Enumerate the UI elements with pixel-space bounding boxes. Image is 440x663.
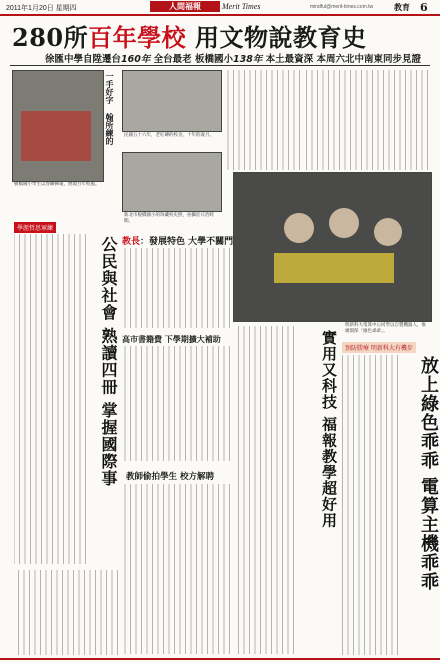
article-text-mid-3 (122, 484, 230, 654)
photo-old-school-2 (122, 152, 222, 212)
contact-url: mindful@merit-times.com.tw (310, 4, 374, 10)
headline-left-column: 公民與社會 熟讀四冊 掌握國際事 (99, 236, 118, 488)
section-name: 教育 (394, 2, 410, 12)
subheadline (45, 51, 421, 65)
headline-part3: 用文物說教育史 (186, 23, 367, 52)
page-number: 6 (420, 1, 428, 14)
mid-headline-1-lead: 教長 (122, 237, 141, 247)
article-text-left-bottom (14, 570, 118, 655)
article-text-left (14, 234, 86, 564)
newspaper-name-en: Merit Times (222, 2, 261, 11)
headline-right-column: 放上綠色乖乖 電算主機乖乖 (418, 356, 439, 592)
subhead-years1: 160年 (121, 54, 151, 65)
article-text-center (234, 326, 294, 654)
caption-students: 明新科大電算中心同學以自製機器人，推廣環保「綠色乖乖」。 (345, 323, 426, 334)
mid-headline-2: 高市書籍費 下學期擴大補助 (122, 335, 221, 344)
subhead-years2: 138年 (233, 54, 263, 65)
article-text-mid-1 (122, 248, 230, 328)
column-tag-left: 學涯哲思軍練 (14, 222, 56, 233)
footer-rule (0, 658, 440, 660)
mid-headline-1-rest: ：發展特色 大學不關門 (140, 237, 234, 247)
headline-part1: 280所 (12, 23, 89, 52)
mid-headline-1 (122, 234, 233, 247)
subhead-tail2: 本土最資深 本周六北中南東同步見證 (262, 54, 421, 65)
article-text-upper-right (303, 70, 428, 170)
mid-headline-3: 教師偷拍學生 校方解聘 (126, 472, 214, 482)
article-text-upper-middle (224, 70, 300, 170)
caption-title-calligraphy: 一手好字 翰所練的 (105, 72, 114, 145)
subhead-school1: 徐匯中學 (45, 54, 84, 65)
photo-students-robot (233, 172, 432, 322)
column-tag-right: 預防勝療 明新科大有機步 (342, 342, 416, 353)
main-headline (12, 18, 432, 53)
caption-calligraphy: 板橋國小學生以春聯揮毫，展現百年校風。 (14, 182, 100, 187)
headline-center-column: 實用又科技 福報教學超好用 (320, 330, 338, 529)
photo-calligraphy (12, 70, 104, 182)
subhead-school2: 板橋國小 (195, 54, 234, 65)
subhead-text1: 自陞遷台 (83, 54, 122, 65)
issue-date: 2011年1月20日 星期四 (6, 5, 77, 12)
caption-old-school: 民國五十六年，老紅磚的校舍，十年的歲月。 (124, 133, 214, 138)
newspaper-logo: 人間福報 (150, 1, 220, 12)
divider-top (10, 65, 430, 66)
caption-old-school-2: 新北市板橋國小的珍藏校史照，拍攝於日治時期。 (124, 213, 214, 224)
photo-old-school (122, 70, 222, 132)
article-text-mid-2 (122, 346, 230, 461)
article-text-right (342, 355, 398, 655)
subhead-tail1: 全台最老 (150, 54, 195, 65)
headline-part2: 百年學校 (88, 23, 187, 52)
